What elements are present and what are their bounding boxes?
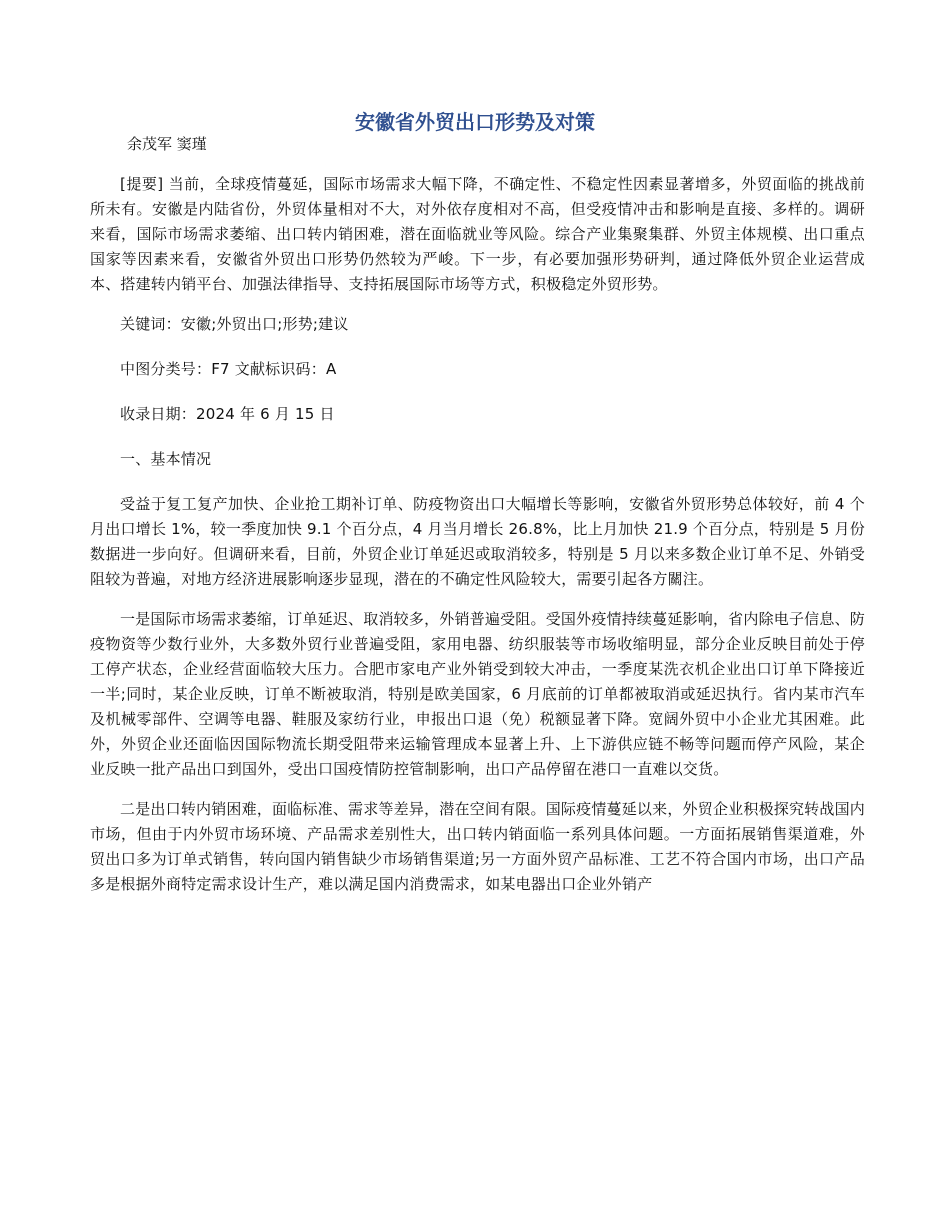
page-title: 安徽省外贸出口形势及对策 bbox=[355, 110, 595, 134]
body-paragraph-2: 一是国际市场需求萎缩，订单延迟、取消较多，外销普遍受阻。受国外疫情持续蔓延影响，省内除电子信息、防疫物资等少数行业外，大多数外贸行业普遍受阻，家用电器、纺织服装等市场收缩明显，部分企业反映目前处于停工停产状态，企业经营面临较大压力。合肥市家电产业外销受到较大冲击，一季度某洗衣机企业出口订单下降接近一半;同时，某企业反映，订单不断被取消，特别是欧美国家，6 月底前的订单都被取消或延迟执行。省内某市汽车及机械零部件、空调等电器、鞋服及家纺行业，申报出口退（免）税额显著下降。宽阔外贸中小企业尤其困难。此外，外贸企业还面临因国际物流长期受阻带来运输管理成本显著上升、上下游供应链不畅等问题而停产风险，某企业反映一批产品出口到国外，受出口国疫情防控管制影响，出口产品停留在港口一直难以交货。 bbox=[90, 610, 865, 778]
abstract-paragraph: [提要] 当前，全球疫情蔓延，国际市场需求大幅下降，不确定性、不稳定性因素显著增多，外贸面临的挑战前所未有。安徽是内陆省份，外贸体量相对不大，对外依存度相对不高，但受疫情冲击和影响是直接、多样的。调研来看，国际市场需求萎缩、出口转内销困难，潜在面临就业等风险。综合产业集聚集群、外贸主体规模、出口重点国家等因素来看，安徽省外贸出口形势仍然较为严峻。下一步，有必要加强形势研判，通过降低外贸企业运营成本、搭建转内销平台、加强法律指导、支持拓展国际市场等方式，积极稳定外贸形势。 bbox=[90, 175, 865, 293]
article-body bbox=[90, 172, 865, 912]
body-paragraph-1: 受益于复工复产加快、企业抢工期补订单、防疫物资出口大幅增长等影响，安徽省外贸形势总体较好，前 4 个月出口增长 1%，较一季度加快 9.1 个百分点，4 月当月增长 26.8%，比上月加快 21.9 个百分点，特别是 5 月份数据进一步向好。但调研来看，目前，外贸企业订单延迟或取消较多，特别是 5 月以来多数企业订单不足、外销受阻较为普遍，对地方经济进展影响逐步显现，潜在的不确定性风险较大，需要引起各方關注。 bbox=[90, 495, 865, 588]
classification-line: 中图分类号：F7 文献标识码：A bbox=[120, 360, 337, 378]
keywords-line: 关键词：安徽;外贸出口;形势;建议 bbox=[120, 315, 349, 333]
body-paragraph-3: 二是出口转内销困难，面临标准、需求等差异，潜在空间有限。国际疫情蔓延以来，外贸企业积极探究转战国内市场，但由于内外贸市场环境、产品需求差别性大，出口转内销面临一系列具体问题。一方面拓展销售渠道难，外贸出口多为订单式销售，转向国内销售缺少市场销售渠道;另一方面外贸产品标准、工艺不符合国内市场，出口产品多是根据外商特定需求设计生产，难以满足国内消费需求，如某电器出口企业外销产 bbox=[90, 800, 865, 893]
authors-line: 余茂军 窦瑾 bbox=[127, 135, 207, 153]
received-date-line: 收录日期：2024 年 6 月 15 日 bbox=[120, 405, 335, 423]
section-heading: 一、基本情况 bbox=[120, 450, 212, 468]
